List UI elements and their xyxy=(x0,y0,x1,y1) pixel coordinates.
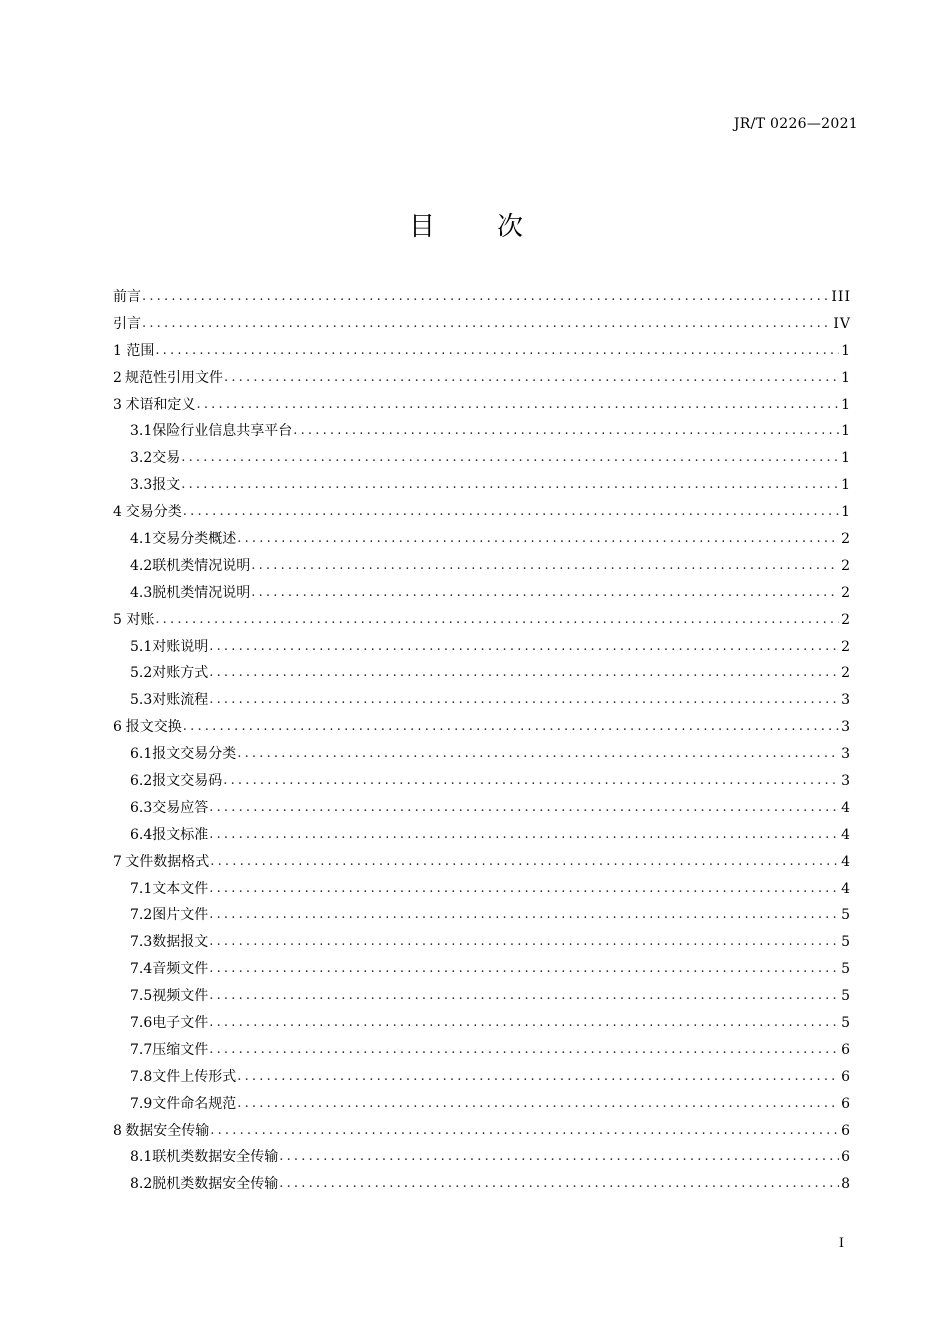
toc-entry-label: 文本文件 xyxy=(152,880,209,897)
toc-entry-label: 保险行业信息共享平台 xyxy=(152,423,293,440)
toc-dot-leader xyxy=(208,902,839,929)
toc-entry-page: 3 xyxy=(841,692,851,709)
toc-entry[interactable] xyxy=(113,741,851,768)
toc-dot-leader xyxy=(182,714,839,741)
toc-entry-label: 视频文件 xyxy=(152,988,209,1005)
toc-entry-label: 脱机类情况说明 xyxy=(152,584,251,601)
toc-dot-leader xyxy=(208,983,839,1010)
toc-entry-page: 2 xyxy=(841,557,851,574)
toc-entry-number: 7.1 xyxy=(130,880,153,897)
toc-entry-page: 3 xyxy=(841,746,851,763)
toc-dot-leader xyxy=(208,687,839,714)
toc-entry-label: 报文交易分类 xyxy=(152,746,237,763)
toc-entry-label: 文件数据格式 xyxy=(125,853,210,870)
toc-entry[interactable] xyxy=(113,392,851,419)
toc-entry-label: 术语和定义 xyxy=(125,396,196,413)
toc-entry-label: 数据安全传输 xyxy=(125,1122,210,1139)
toc-entry[interactable] xyxy=(113,365,851,392)
toc-entry-label: 报文交易码 xyxy=(152,773,223,790)
toc-entry[interactable] xyxy=(113,472,851,499)
toc-entry-page: III xyxy=(831,288,851,305)
toc-entry-page: 5 xyxy=(841,1015,851,1032)
toc-entry-page: 8 xyxy=(841,1176,851,1193)
toc-dot-leader xyxy=(196,392,840,419)
toc-entry-page: 5 xyxy=(841,961,851,978)
toc-entry-label: 电子文件 xyxy=(152,1015,209,1032)
toc-entry[interactable] xyxy=(113,580,851,607)
toc-entry[interactable] xyxy=(113,284,851,311)
toc-entry-number: 8.1 xyxy=(130,1149,153,1166)
toc-entry-page: 3 xyxy=(841,773,851,790)
toc-dot-leader xyxy=(182,499,839,526)
toc-entry-label: 报文标准 xyxy=(152,826,209,843)
toc-entry-page: 2 xyxy=(841,638,851,655)
toc-entry-label: 范围 xyxy=(126,342,155,359)
toc-dot-leader xyxy=(292,418,839,445)
toc-entry[interactable] xyxy=(113,1010,851,1037)
toc-entry-label: 规范性引用文件 xyxy=(124,369,223,386)
toc-entry-number: 6.4 xyxy=(130,826,153,843)
toc-entry[interactable] xyxy=(113,499,851,526)
toc-entry-label: 音频文件 xyxy=(152,961,209,978)
toc-dot-leader xyxy=(209,1118,839,1145)
toc-entry[interactable] xyxy=(113,1037,851,1064)
toc-entry[interactable] xyxy=(113,902,851,929)
toc-entry-label: 文件命名规范 xyxy=(152,1095,237,1112)
toc-entry-number: 7.7 xyxy=(130,1041,153,1058)
toc-entry-number: 5.2 xyxy=(130,665,153,682)
toc-entry[interactable] xyxy=(113,795,851,822)
toc-entry-number: 3.1 xyxy=(130,423,153,440)
toc-entry-number: 3 xyxy=(113,396,122,413)
toc-entry[interactable] xyxy=(113,849,851,876)
toc-dot-leader xyxy=(208,956,839,983)
toc-entry[interactable] xyxy=(113,553,851,580)
toc-dot-leader xyxy=(208,1010,839,1037)
toc-dot-leader xyxy=(278,1171,839,1198)
toc-entry-page: 1 xyxy=(841,342,851,359)
toc-entry-label: 交易 xyxy=(152,450,181,467)
toc-entry-page: 1 xyxy=(841,504,851,521)
toc-dot-leader xyxy=(208,660,839,687)
toc-entry-page: 6 xyxy=(841,1041,851,1058)
toc-entry-label: 对账说明 xyxy=(152,638,209,655)
toc-entry-page: 5 xyxy=(841,988,851,1005)
toc-entry-label: 对账 xyxy=(126,611,155,628)
toc-entry-number: 8 xyxy=(113,1122,122,1139)
toc-dot-leader xyxy=(236,1064,839,1091)
toc-entry-label: 报文交换 xyxy=(125,719,182,736)
toc-dot-leader xyxy=(141,311,831,338)
toc-entry-label: 数据报文 xyxy=(152,934,209,951)
toc-entry-number: 2 xyxy=(113,369,122,386)
toc-entry-label: 联机类情况说明 xyxy=(152,557,251,574)
toc-entry-number: 7.3 xyxy=(130,934,153,951)
toc-dot-leader xyxy=(250,553,839,580)
toc-entry[interactable] xyxy=(113,418,851,445)
toc-entry-page: 6 xyxy=(841,1068,851,1085)
toc-entry-page: 2 xyxy=(841,665,851,682)
toc-entry-number: 7.9 xyxy=(130,1095,153,1112)
toc-dot-leader xyxy=(236,741,839,768)
toc-entry-page: 1 xyxy=(841,450,851,467)
toc-entry-page: 1 xyxy=(841,423,851,440)
toc-entry-page: 2 xyxy=(841,611,851,628)
toc-entry[interactable] xyxy=(113,929,851,956)
toc-entry-number: 4 xyxy=(113,504,122,521)
toc-entry-number: 5.3 xyxy=(130,692,153,709)
toc-entry[interactable] xyxy=(113,687,851,714)
toc-entry[interactable] xyxy=(113,1145,851,1172)
toc-entry-number: 6.3 xyxy=(130,799,153,816)
toc-entry[interactable] xyxy=(113,714,851,741)
table-of-contents xyxy=(113,284,851,1198)
toc-entry-page: 4 xyxy=(841,799,851,816)
toc-dot-leader xyxy=(208,822,839,849)
toc-entry-label: 交易分类概述 xyxy=(152,531,237,547)
toc-entry-number: 4.2 xyxy=(130,557,153,574)
toc-entry-page: 2 xyxy=(841,584,851,601)
toc-entry-number: 4.1 xyxy=(130,531,153,547)
toc-entry[interactable] xyxy=(113,768,851,795)
toc-entry-label: 交易应答 xyxy=(152,799,209,816)
toc-entry-page: 1 xyxy=(841,396,851,413)
toc-entry-label: 联机类数据安全传输 xyxy=(152,1149,279,1166)
toc-entry-label: 交易分类 xyxy=(125,504,182,521)
toc-dot-leader xyxy=(236,526,839,553)
toc-entry-number: 7.4 xyxy=(130,961,153,978)
toc-entry-number: 6.1 xyxy=(130,746,153,763)
toc-entry-number: 7.2 xyxy=(130,907,153,924)
toc-entry-page: 3 xyxy=(841,719,851,736)
toc-entry[interactable] xyxy=(113,822,851,849)
toc-entry-label: 前言 xyxy=(113,288,141,305)
toc-entry-number: 7.6 xyxy=(130,1015,153,1032)
toc-entry[interactable] xyxy=(113,445,851,472)
toc-entry-page: 4 xyxy=(841,826,851,843)
toc-entry[interactable] xyxy=(113,1091,851,1118)
toc-dot-leader xyxy=(208,876,839,903)
toc-entry-number: 6 xyxy=(113,719,122,736)
toc-entry-page: 5 xyxy=(841,907,851,924)
toc-entry-number: 7.5 xyxy=(130,988,153,1005)
toc-entry[interactable] xyxy=(113,983,851,1010)
toc-entry-page: 5 xyxy=(841,934,851,951)
page-title: 目 次 xyxy=(408,212,541,242)
toc-entry-page: IV xyxy=(833,315,851,332)
toc-entry-page: 2 xyxy=(841,531,851,547)
toc-entry-label: 压缩文件 xyxy=(152,1041,209,1058)
toc-entry-number: 1 xyxy=(113,342,122,359)
toc-dot-leader xyxy=(208,929,839,956)
toc-entry-number: 3.3 xyxy=(130,477,153,494)
toc-dot-leader xyxy=(208,634,839,661)
toc-dot-leader xyxy=(209,849,839,876)
toc-dot-leader xyxy=(236,1091,839,1118)
toc-entry-label: 图片文件 xyxy=(152,907,209,924)
toc-entry[interactable] xyxy=(113,526,851,553)
toc-dot-leader xyxy=(208,795,839,822)
toc-entry[interactable] xyxy=(113,607,851,634)
toc-dot-leader xyxy=(250,580,839,607)
toc-dot-leader xyxy=(141,284,829,311)
toc-entry-label: 对账流程 xyxy=(152,692,209,709)
toc-entry[interactable] xyxy=(113,634,851,661)
toc-dot-leader xyxy=(180,445,839,472)
toc-entry[interactable] xyxy=(113,876,851,903)
toc-entry-label: 对账方式 xyxy=(152,665,209,682)
toc-entry[interactable] xyxy=(113,956,851,983)
toc-entry[interactable] xyxy=(113,1171,851,1198)
toc-entry[interactable] xyxy=(113,311,851,338)
toc-entry-number: 7 xyxy=(113,853,122,870)
toc-dot-leader xyxy=(154,607,839,634)
toc-dot-leader xyxy=(154,338,839,365)
toc-entry-page: 4 xyxy=(841,853,851,870)
toc-entry-label: 文件上传形式 xyxy=(152,1068,237,1085)
toc-entry-number: 3.2 xyxy=(130,450,153,467)
toc-dot-leader xyxy=(222,768,839,795)
document-code: JR/T 0226—2021 xyxy=(733,116,858,132)
toc-entry-number: 8.2 xyxy=(130,1176,153,1193)
toc-entry-page: 4 xyxy=(841,880,851,897)
toc-entry-label: 引言 xyxy=(113,315,141,332)
toc-dot-leader xyxy=(180,472,839,499)
toc-entry-number: 5 xyxy=(113,611,122,628)
toc-entry-page: 6 xyxy=(841,1095,851,1112)
toc-entry-page: 6 xyxy=(841,1149,851,1166)
toc-entry-number: 4.3 xyxy=(130,584,153,601)
toc-entry-label: 脱机类数据安全传输 xyxy=(152,1176,279,1193)
toc-entry-number: 5.1 xyxy=(130,638,153,655)
toc-entry-number: 6.2 xyxy=(130,773,153,790)
toc-entry[interactable] xyxy=(113,660,851,687)
toc-dot-leader xyxy=(278,1145,839,1172)
toc-entry-page: 1 xyxy=(841,369,851,386)
toc-entry[interactable] xyxy=(113,1064,851,1091)
toc-entry[interactable] xyxy=(113,338,851,365)
toc-entry-page: 6 xyxy=(841,1122,851,1139)
toc-entry-page: 1 xyxy=(841,477,851,494)
toc-dot-leader xyxy=(223,365,839,392)
toc-entry[interactable] xyxy=(113,1118,851,1145)
toc-entry-label: 报文 xyxy=(152,477,181,494)
toc-entry-number: 7.8 xyxy=(130,1068,153,1085)
toc-dot-leader xyxy=(208,1037,839,1064)
page-number: I xyxy=(838,1236,844,1251)
